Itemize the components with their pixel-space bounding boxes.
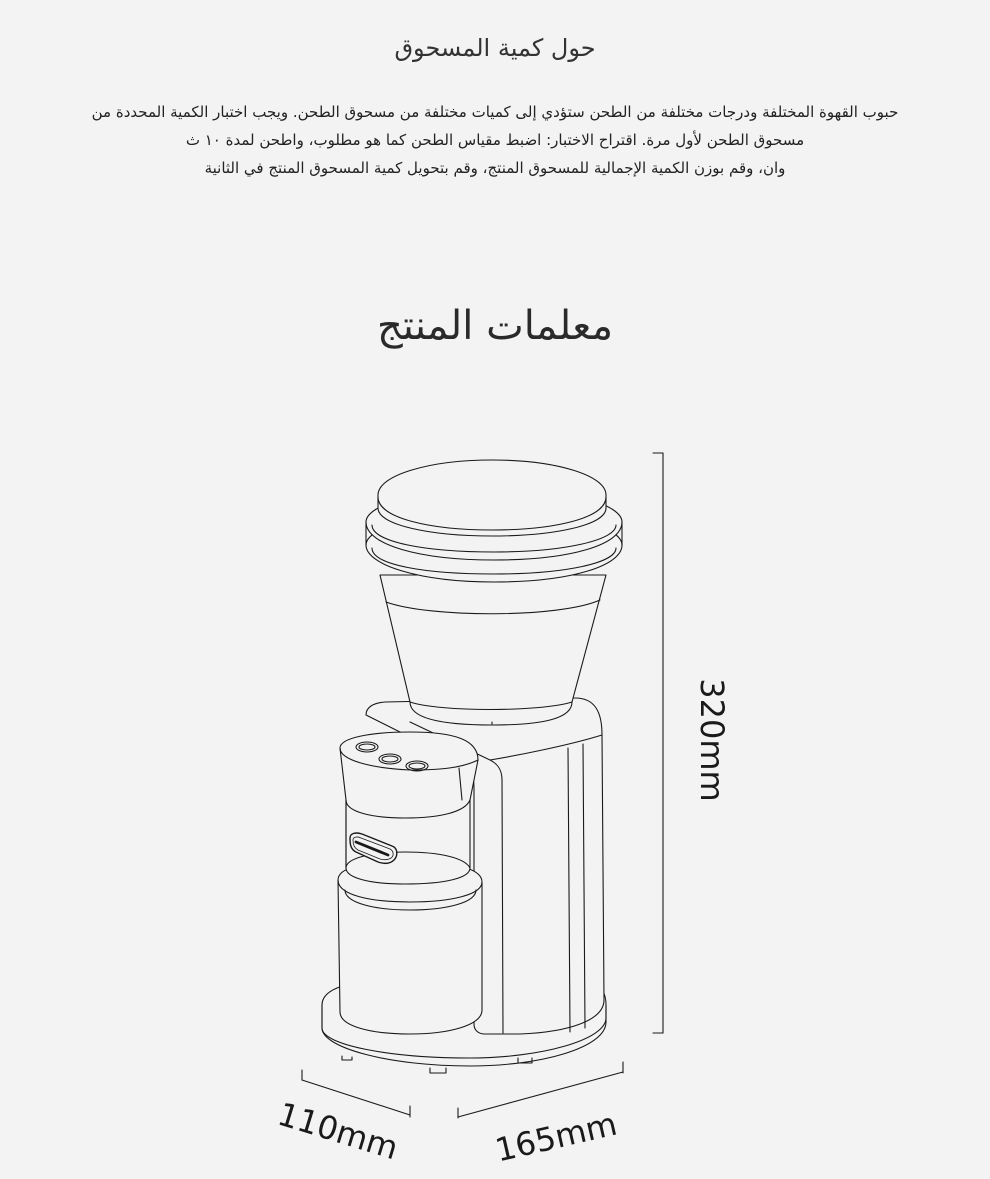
height-dimension-label: 320mm <box>693 678 731 802</box>
description-line-2: مسحوق الطحن لأول مرة. اقتراح الاختبار: اضبط مقياس الطحن كما هو مطلوب، واطحن لمدة ١٠ ث <box>185 131 805 149</box>
bean-hopper <box>366 460 622 725</box>
description-line-3: وان، وقم بوزن الكمية الإجمالية للمسحوق المنتج، وقم بتحويل كمية المسحوق المنتج في الثانية <box>204 159 786 177</box>
width-dimension-label: 165mm <box>491 1104 621 1170</box>
product-parameters-title: معلمات المنتج <box>376 303 614 349</box>
adjustment-ring <box>340 732 478 884</box>
powder-cup <box>338 862 482 1034</box>
description-line-1: حبوب القهوة المختلفة ودرجات مختلفة من الطحن ستؤدي إلى كميات مختلفة من مسحوق الطحن. ويجب اختبار الكمية المحددة من <box>91 103 899 121</box>
about-powder-title: حول كمية المسحوق <box>394 34 596 62</box>
depth-dimension-label: 110mm <box>273 1094 403 1168</box>
height-dimension-line <box>653 453 663 1033</box>
